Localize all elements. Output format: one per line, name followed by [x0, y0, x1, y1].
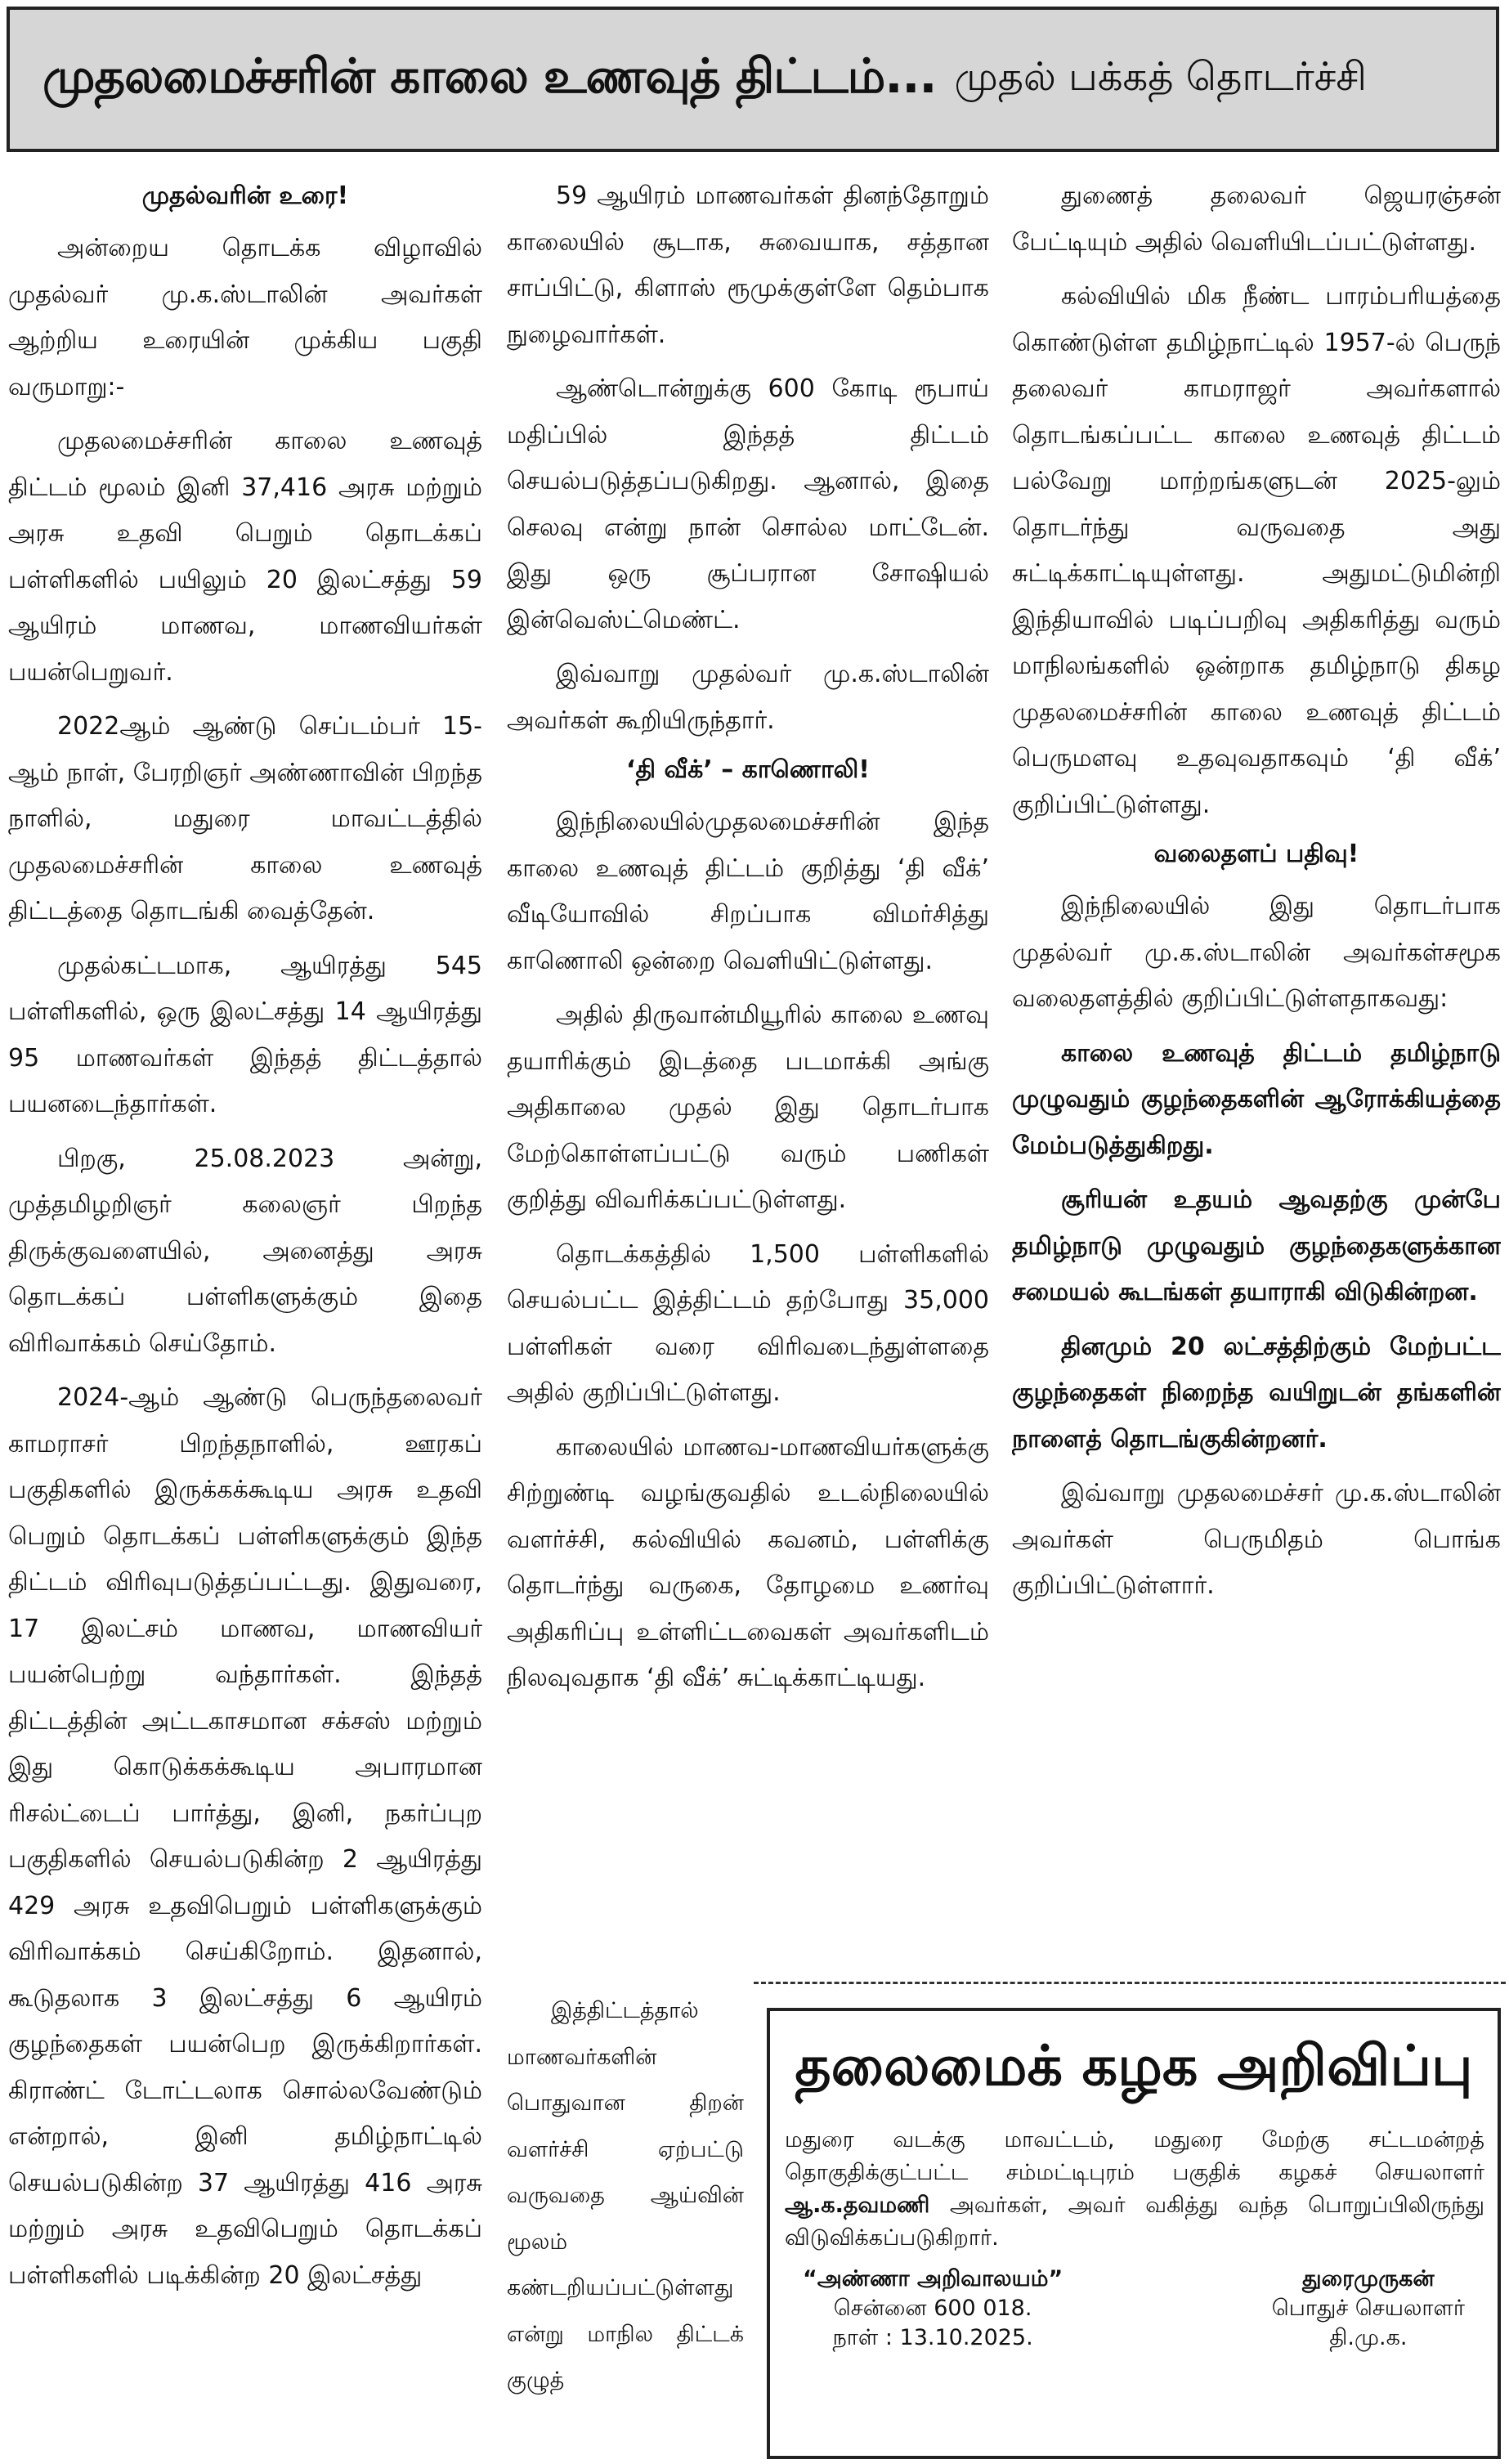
- paragraph: அதில் திருவான்மியூரில் காலை உணவு தயாரிக்கும் இடத்தை படமாக்கி அங்கு அதிகாலை முதல் இது தொடர்பாக மேற்கொள்ளப்பட்டு வரும் பணிகள் குறித்து விவரிக்கப்பட்டுள்ளது.: [507, 1001, 989, 1214]
- paragraph: தொடக்கத்தில் 1,500 பள்ளிகளில் செயல்பட்ட இத்திட்டம் தற்போது 35,000 பள்ளிகள் வரை விரிவடைந்துள்ளதை அதில் குறிப்பிட்டுள்ளது.: [507, 1239, 989, 1407]
- paragraph: இவ்வாறு முதலமைச்சர் மு.க.ஸ்டாலின் அவர்கள் பெருமிதம் பொங்க குறிப்பிட்டுள்ளார்.: [1012, 1479, 1501, 1600]
- quoted-paragraph: தினமும் 20 லட்சத்திற்கும் மேற்பட்ட குழந்தைகள் நிறைந்த வயிறுடன் தங்களின் நாளைத் தொடங்குகின்றனர்.: [1012, 1332, 1501, 1454]
- notice-signatory: துரைமுருகன்: [1302, 2266, 1435, 2292]
- notice-person-name: ஆ.க.தவமணி: [785, 2193, 930, 2218]
- paragraph: 2022ஆம் ஆண்டு செப்டம்பர் 15-ஆம் நாள், பேரறிஞர் அண்ணாவின் பிறந்த நாளில், மதுரை மாவட்டத்தில் முதலமைச்சரின் காலை உணவுத் திட்டத்தை தொடங்கி வைத்தேன்.: [8, 712, 482, 925]
- paragraph: அன்றைய தொடக்க விழாவில் முதல்வர் மு.க.ஸ்டாலின் அவர்கள் ஆற்றிய உரையின் முக்கிய பகுதி வருமாறு:-: [8, 234, 482, 401]
- paragraph: காலையில் மாணவ-மாணவியர்களுக்கு சிற்றுண்டி வழங்குவதில் உடல்நிலையில் வளர்ச்சி, கல்வியில் கவனம், பள்ளிக்கு தொடர்ந்து வருகை, தோழமை உணர்வு அதிகரிப்பு உள்ளிட்டவைகள் அவர்களிடம் நிலவுவதாக ‘தி வீக்’ சுட்டிக்காட்டியது.: [507, 1432, 989, 1692]
- subheading-the-week-video: ‘தி வீக்’ – காணொலி!: [626, 755, 870, 784]
- paragraph: முதல்கட்டமாக, ஆயிரத்து 545 பள்ளிகளில், ஒரு இலட்சத்து 14 ஆயிரத்து 95 மாணவர்கள் இந்தத் திட்டத்தால் பயனடைந்தார்கள்.: [8, 951, 482, 1118]
- notice-body-text: மதுரை வடக்கு மாவட்டம், மதுரை மேற்கு சட்டமன்றத் தொகுதிக்குட்பட்ட சம்மட்டிபுரம் பகுதிக் கழகச் செயலாளர்: [785, 2127, 1484, 2185]
- article-column-1: [8, 173, 482, 2462]
- quoted-paragraph: காலை உணவுத் திட்டம் தமிழ்நாடு முழுவதும் குழந்தைகளின் ஆரோக்கியத்தை மேம்படுத்துகிறது.: [1012, 1038, 1501, 1160]
- notice-address-block: [803, 2265, 1063, 2353]
- notice-title: தலைமைக் கழக அறிவிப்பு: [795, 2034, 1473, 2099]
- headline-title: முதலமைச்சரின் காலை உணவுத் திட்டம்...: [43, 48, 937, 104]
- notice-party: தி.மு.க.: [1329, 2325, 1408, 2350]
- notice-dashed-divider: [754, 1982, 1506, 1986]
- notice-body-text-end: அவர்கள், அவர் வகித்து வந்த பொறுப்பிலிருந்து விடுவிக்கப்படுகிறார்.: [785, 2193, 1484, 2251]
- paragraph: முதலமைச்சரின் காலை உணவுத் திட்டம் மூலம் இனி 37,416 அரசு மற்றும் அரசு உதவி பெறும் தொடக்கப் பள்ளிகளில் பயிலும் 20 இலட்சத்து 59 ஆயிரம் மாணவ, மாணவியர்கள் பயன்பெறுவர்.: [8, 427, 482, 687]
- quoted-paragraph: சூரியன் உதயம் ஆவதற்கு முன்பே தமிழ்நாடு முழுவதும் குழந்தைகளுக்கான சமையல் கூடங்கள் தயாராகி விடுகின்றன.: [1012, 1185, 1501, 1306]
- paragraph: இத்திட்டத்தால் மாணவர்களின் பொதுவான திறன் வளர்ச்சி ஏற்பட்டு வருவதை ஆய்வின் மூலம் கண்டறியப்பட்டுள்ளது என்று மாநில திட்டக் குழுத்: [507, 1998, 744, 2393]
- notice-headquarters: “அண்ணா அறிவாலயம்”: [803, 2266, 1063, 2292]
- paragraph: 2024-ஆம் ஆண்டு பெருந்தலைவர் காமராசர் பிறந்தநாளில், ஊரகப் பகுதிகளில் இருக்கக்கூடிய அரசு உதவி பெறும் தொடக்கப் பள்ளிகளுக்கும் இந்த திட்டம் விரிவுபடுத்தப்பட்டது. இதுவரை, 17 இலட்சம் மாணவ, மாணவியர் பயன்பெற்று வந்தார்கள். இந்தத் திட்டத்தின் அட்டகாசமான சக்சஸ் மற்றும் இது கொடுக்கக்கூடிய அபாரமான ரிசல்ட்டைப் பார்த்து, இனி, நகர்ப்புற பகுதிகளில் செயல்படுகின்ற 2 ஆயிரத்து 429 அரசு உதவிபெறும் பள்ளிகளுக்கும் விரிவாக்கம் செய்கிறோம். இதனால், கூடுதலாக 3 இலட்சத்து 6 ஆயிரம் குழந்தைகள் பயன்பெற இருக்கிறார்கள். கிராண்ட் டோட்டலாக சொல்லவேண்டும் என்றால், இனி தமிழ்நாட்டில் செயல்படுகின்ற 37 ஆயிரத்து 416 அரசு மற்றும் அரசு உதவிபெறும் தொடக்கப் பள்ளிகளில் படிக்கின்ற 20 இலட்சத்து: [8, 1383, 482, 2290]
- article-column-2: [507, 173, 989, 1988]
- paragraph: இந்நிலையில்முதலமைச்சரின் இந்த காலை உணவுத் திட்டம் குறித்து ‘தி வீக்’ வீடியோவில் சிறப்பாக விமர்சித்து காணொலி ஒன்றை வெளியிட்டுள்ளது.: [507, 808, 989, 975]
- notice-body: [770, 2117, 1498, 2255]
- paragraph: கல்வியில் மிக நீண்ட பாரம்பரியத்தை கொண்டுள்ள தமிழ்நாட்டில் 1957-ல் பெருந் தலைவர் காமராஜர் அவர்களால் தொடங்கப்பட்ட காலை உணவுத் திட்டம் பல்வேறு மாற்றங்களுடன் 2025-லும் தொடர்ந்து வருவதை அது சுட்டிக்காட்டியுள்ளது. அதுமட்டுமின்றி இந்தியாவில் படிப்பறிவு அதிகரித்து வரும் மாநிலங்களில் ஒன்றாக தமிழ்நாடு திகழ முதலமைச்சரின் காலை உணவுத் திட்டம் பெருமளவு உதவுவதாகவும் ‘தி வீக்’ குறிப்பிட்டுள்ளது.: [1012, 282, 1501, 819]
- subheading-chief-minister-speech: முதல்வரின் உரை!: [141, 181, 349, 210]
- paragraph: பிறகு, 25.08.2023 அன்று, முத்தமிழறிஞர் கலைஞர் பிறந்த திருக்குவளையில், அனைத்து அரசு தொடக்கப் பள்ளிகளுக்கும் இதை விரிவாக்கம் செய்தோம்.: [8, 1144, 482, 1358]
- subheading-social-media-post: வலைதளப் பதிவு!: [1153, 840, 1359, 868]
- notice-footer: [770, 2255, 1498, 2353]
- article-column-2-narrow: [507, 1988, 744, 2462]
- paragraph: இவ்வாறு முதல்வர் மு.க.ஸ்டாலின் அவர்கள் கூறியிருந்தார்.: [507, 660, 989, 735]
- notice-designation: பொதுச் செயலாளர்: [1271, 2296, 1465, 2321]
- paragraph: ஆண்டொன்றுக்கு 600 கோடி ரூபாய் மதிப்பில் இந்தத் திட்டம் செயல்படுத்தப்படுகிறது. ஆனால், இதை செலவு என்று நான் சொல்ல மாட்டேன். இது ஒரு சூப்பரான சோஷியல் இன்வெஸ்ட்மெண்ட்.: [507, 374, 989, 634]
- article-column-3: [1012, 173, 1501, 1906]
- party-notice-box: [767, 2008, 1501, 2459]
- paragraph: துணைத் தலைவர் ஜெயரஞ்சன் பேட்டியும் அதில் வெளியிடப்பட்டுள்ளது.: [1012, 181, 1501, 257]
- paragraph: இந்நிலையில் இது தொடர்பாக முதல்வர் மு.க.ஸ்டாலின் அவர்கள்சமூக வலைதளத்தில் குறிப்பிட்டுள்ளதாகவது:: [1012, 892, 1501, 1013]
- notice-city: சென்னை 600 018.: [833, 2296, 1032, 2321]
- headline-banner: [7, 7, 1499, 152]
- paragraph: 59 ஆயிரம் மாணவர்கள் தினந்தோறும் காலையில் சூடாக, சுவையாக, சத்தான சாப்பிட்டு, கிளாஸ் ரூமுக்குள்ளே தெம்பாக நுழைவார்கள்.: [507, 181, 989, 349]
- notice-date: நாள் : 13.10.2025.: [832, 2325, 1033, 2350]
- notice-signature-block: [1272, 2265, 1465, 2353]
- headline-continuation: முதல் பக்கத் தொடர்ச்சி: [954, 54, 1367, 100]
